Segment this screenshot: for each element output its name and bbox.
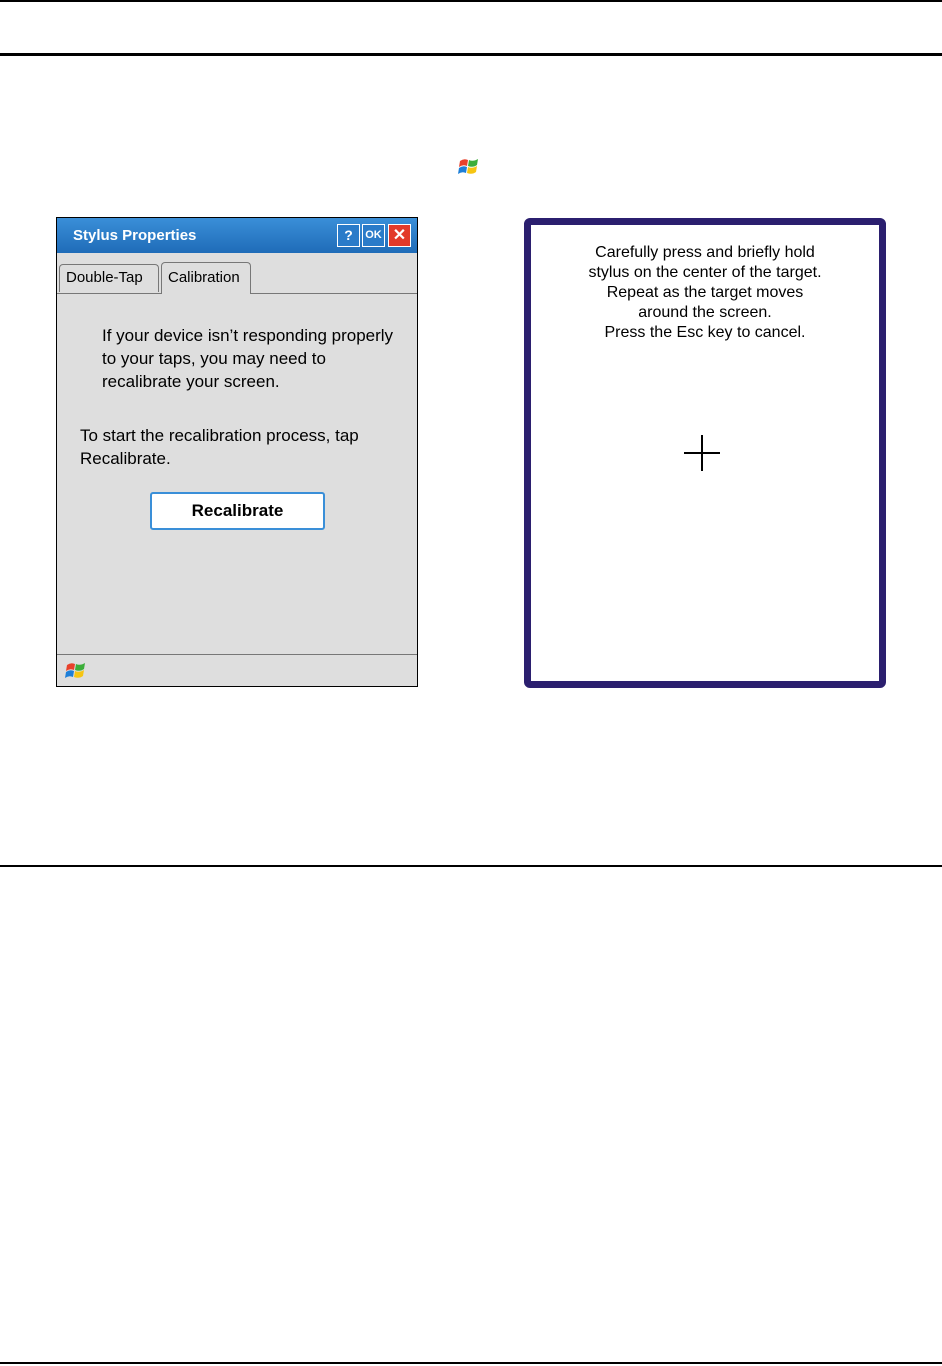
crosshair-icon[interactable]: [684, 435, 720, 471]
instruction-text: If your device isn’t responding properly to your taps, you may need to recalibrate your screen.: [102, 326, 394, 391]
tab-calibration[interactable]: Calibration: [161, 262, 251, 294]
footer-rule: [0, 1362, 942, 1364]
title-bar: [57, 218, 417, 253]
instruction-line: stylus on the center of the target.: [588, 264, 822, 281]
recalibrate-button[interactable]: Recalibrate: [150, 492, 325, 530]
calibration-panel: [57, 293, 417, 655]
instruction-line: around the screen.: [638, 304, 772, 321]
instruction-line: Press the Esc key to cancel.: [604, 324, 806, 341]
calibration-instructions: [531, 243, 879, 343]
recalibrate-hint: To start the recalibration process, tap Recalibrate.: [80, 426, 359, 468]
section-rule: [0, 865, 942, 867]
header-rule: [0, 53, 942, 56]
ok-button[interactable]: OK: [362, 224, 385, 247]
tab-strip: [57, 260, 417, 294]
calibration-screen: [524, 218, 886, 688]
stylus-properties-window: [56, 217, 418, 687]
instruction-line: Repeat as the target moves: [606, 284, 804, 301]
close-button[interactable]: ✕: [388, 224, 411, 247]
windows-logo-icon: [458, 156, 480, 178]
header-rule-top: [0, 0, 942, 2]
window-title: Stylus Properties: [73, 227, 197, 244]
instruction-line: Carefully press and briefly hold: [595, 244, 815, 261]
tab-double-tap[interactable]: Double-Tap: [59, 264, 159, 292]
start-windows-icon[interactable]: [65, 660, 87, 682]
help-button[interactable]: ?: [337, 224, 360, 247]
